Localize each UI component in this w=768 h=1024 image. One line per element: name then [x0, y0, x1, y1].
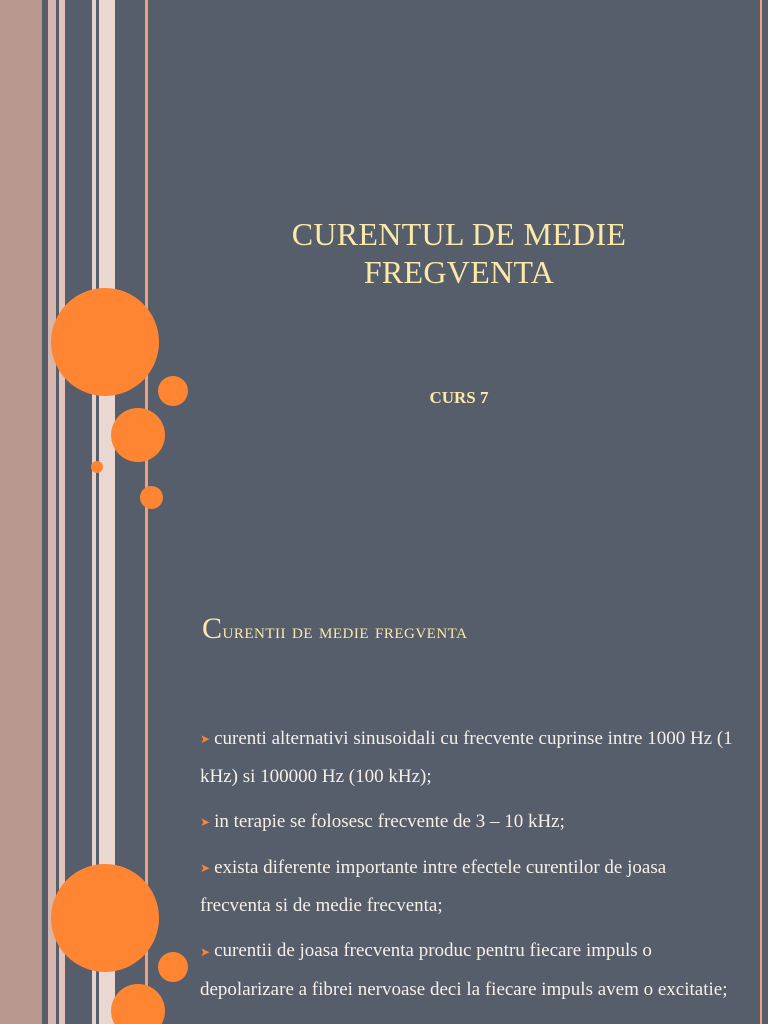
list-item	[200, 849, 740, 924]
decorative-circle-large	[51, 864, 159, 972]
bullet-text: in terapie se folosesc frecvente de 3 – 10 kHz;	[214, 811, 565, 833]
bullet-text: curenti alternativi sinusoidali cu frecvente cuprinse intre 1000 Hz (1 kHz) si 100000 Hz (100 kHz);	[200, 728, 733, 788]
arrow-bullet-icon: ➤	[200, 861, 211, 876]
bullet-text: curentii de joasa frecventa produc pentru fiecare impuls o depolarizare a fibrei nervoase deci la fiecare impuls avem o excitatie;	[200, 940, 728, 1000]
decorative-circle-medium	[111, 984, 165, 1024]
right-border-line	[760, 512, 762, 1024]
title-line-2: FREGVENTA	[363, 254, 555, 290]
arrow-bullet-icon: ➤	[200, 944, 211, 959]
bullet-list	[200, 720, 740, 1016]
decorative-circle-small	[158, 952, 188, 982]
slide-title-text	[150, 215, 768, 291]
decorative-circle-medium	[111, 408, 165, 462]
heading-initial: C	[202, 612, 223, 645]
list-item	[200, 803, 740, 841]
list-item	[200, 932, 740, 1007]
heading-rest: urentii de medie fregventa	[222, 618, 468, 643]
arrow-bullet-icon: ➤	[200, 732, 211, 747]
decorative-circle-large	[51, 288, 159, 396]
title-line-1: CURENTUL DE MEDIE	[291, 216, 627, 252]
arrow-bullet-icon: ➤	[200, 815, 211, 830]
bullet-text: exista diferente importante intre efectele curentilor de joasa frecventa si de medie frecventa;	[200, 857, 667, 917]
slide-subtitle: CURS 7	[429, 388, 489, 407]
decorative-circle-tiny	[91, 461, 103, 473]
section-heading	[202, 612, 467, 646]
decorative-circle-small	[140, 486, 163, 509]
list-item	[200, 720, 740, 795]
